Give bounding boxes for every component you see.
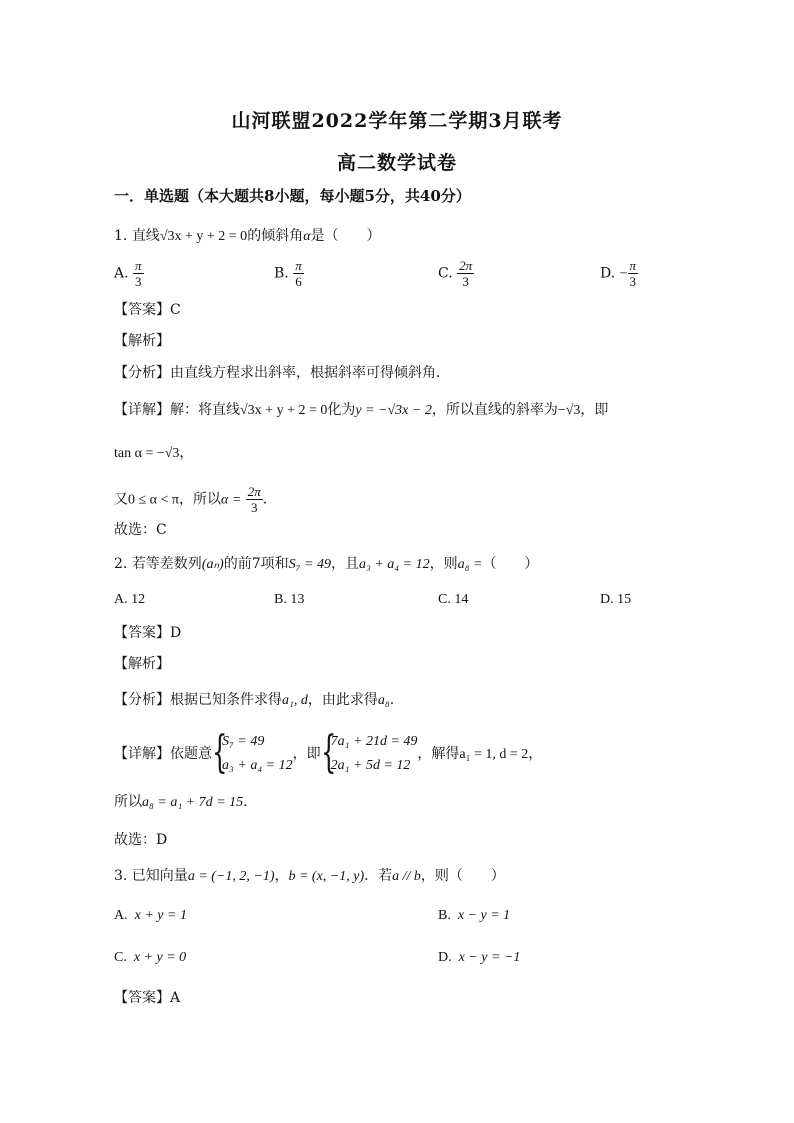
q2-option-c[interactable]: C. 14	[438, 592, 469, 607]
q1-option-d[interactable]: D. − $\frac{\pi}{3}$	[600, 258, 637, 289]
q2-option-d[interactable]: D. 15	[600, 592, 632, 607]
q1-equation: √3x + y + 2 = 0	[159, 229, 248, 244]
q1-conclusion: 故选：C	[114, 522, 167, 538]
q2-answer: 【答案】D	[114, 625, 182, 641]
q2-stem: 2. 若等差数列(aₙ)的前7项和S₇ = 49，且a₃ + a₄ = 12，则a₈ =（ ）	[114, 556, 539, 572]
q1-option-b[interactable]: B. $\frac{\pi}{6}$	[274, 258, 302, 289]
q1-fenxi: 【分析】由直线方程求出斜率，根据斜率可得倾斜角.	[114, 365, 441, 381]
q3-option-d[interactable]: D. x − y = −1	[438, 950, 521, 965]
q2-system-2: { 7a₁ + 21d = 49 2a₁ + 5d = 12	[320, 727, 418, 778]
q1-detail: 【详解】解：将直线√3x + y + 2 = 0化为y = −√3x − 2，所以直线的斜率为−√3，即	[114, 402, 609, 418]
q3-option-b[interactable]: B. x − y = 1	[438, 908, 511, 923]
q2-detail: 【详解】依题意 { S₇ = 49 a₃ + a₄ = 12 ，即 { 7a₁ + 21d = 49 2a₁ + 5d = 12 ，解得a₁ = 1, d = 2，	[114, 727, 543, 778]
q2-option-b[interactable]: B. 13	[274, 592, 305, 607]
q1-option-a[interactable]: A. $\frac{\pi}{3}$	[114, 258, 142, 289]
q1-stem: 1. 直线√3x + y + 2 = 0的倾斜角α是（ ）	[114, 228, 381, 244]
q2-system-1: { S₇ = 49 a₃ + a₄ = 12	[212, 727, 293, 778]
q3-answer: 【答案】A	[114, 990, 181, 1006]
q1-detail-range: 又0 ≤ α < π，所以α = $\frac{2\pi}{3}$ .	[114, 484, 268, 515]
section-heading: 一．单选题（本大题共8小题，每小题5分，共40分）	[114, 187, 471, 205]
q3-option-a[interactable]: A. x + y = 1	[114, 908, 187, 923]
exam-subtitle: 高二数学试卷	[336, 152, 457, 174]
q3-vector-a: a = (−1, 2, −1)	[187, 869, 275, 884]
q2-conclusion: 故选：D	[114, 832, 168, 848]
q1-option-c[interactable]: C. $\frac{2\pi}{3}$	[438, 258, 473, 289]
q2-so: 所以a₈ = a₁ + 7d = 15.	[114, 794, 248, 810]
q3-stem: 3. 已知向量a = (−1, 2, −1)，b = (x, −1, y)．若a // b，则（ ）	[114, 868, 505, 884]
q2-option-a[interactable]: A. 12	[114, 592, 146, 607]
q3-option-c[interactable]: C. x + y = 0	[114, 950, 187, 965]
q3-vector-b: b = (x, −1, y)	[288, 869, 365, 884]
q1-analysis-tag: 【解析】	[114, 333, 170, 349]
q2-analysis-tag: 【解析】	[114, 656, 170, 672]
exam-title: 山河联盟2022学年第二学期3月联考	[231, 110, 563, 132]
q1-answer: 【答案】C	[114, 302, 181, 318]
q1-detail-tan: tan α = −√3，	[114, 446, 194, 461]
q2-fenxi: 【分析】根据已知条件求得a₁, d，由此求得a₈.	[114, 692, 395, 708]
